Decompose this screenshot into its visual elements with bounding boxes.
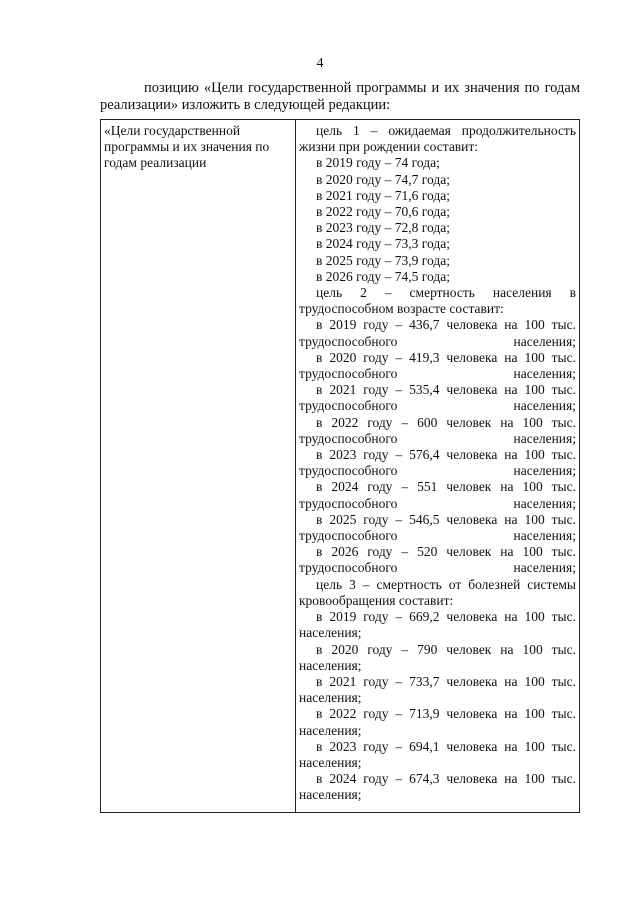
goal-2-item: в 2022 году – 600 человек на 100 тыс. трудоспособного населения; [299, 414, 576, 446]
goal-3-item: в 2023 году – 694,1 человека на 100 тыс. населения; [299, 738, 576, 770]
goal-2-item: в 2024 году – 551 человек на 100 тыс. трудоспособного населения; [299, 479, 576, 511]
goals-label: «Цели государственной программы и их значения по годам реализации [104, 123, 270, 170]
goal-1-item: в 2026 году – 74,5 года; [316, 268, 450, 284]
goal-1-item: в 2022 году – 70,6 года; [316, 204, 450, 220]
table-row [101, 120, 580, 813]
goal-1-item: в 2020 году – 74,7 года; [316, 171, 450, 187]
goals-values-cell [296, 120, 580, 813]
goal-1-item: в 2024 году – 73,3 года; [316, 236, 450, 252]
goals-label-cell [101, 120, 296, 813]
goals-table [100, 119, 580, 813]
goal-2-item: в 2021 году – 535,4 человека на 100 тыс. трудоспособного населения; [299, 382, 576, 414]
goal-3-item: в 2024 году – 674,3 человека на 100 тыс. населения; [299, 771, 576, 803]
goal-3-item: в 2022 году – 713,9 человека на 100 тыс. населения; [299, 706, 576, 738]
goal-1-item: в 2025 году – 73,9 года; [316, 252, 450, 268]
goals-values [299, 123, 576, 804]
goal-3-header: цель 3 – смертность от болезней системы кровообращения составит: [299, 576, 576, 608]
goal-2-header: цель 2 – смертность населения в трудоспособном возрасте составит: [299, 285, 576, 317]
page-number: 4 [316, 56, 324, 71]
goal-1-item: в 2021 году – 71,6 года; [316, 187, 450, 203]
goal-2-item: в 2026 году – 520 человек на 100 тыс. трудоспособного населения; [299, 544, 576, 576]
goal-2-item: в 2019 году – 436,7 человека на 100 тыс. трудоспособного населения; [299, 317, 576, 349]
goal-3-item: в 2020 году – 790 человек на 100 тыс. населения; [299, 641, 576, 673]
intro-paragraph: позицию «Цели государственной программы и их значения по годам реализации» изложить в следующей редакции: [100, 80, 580, 113]
goal-3-item: в 2021 году – 733,7 человека на 100 тыс. населения; [299, 673, 576, 706]
goal-3-item: в 2019 году – 669,2 человека на 100 тыс. населения; [299, 609, 576, 641]
goal-1-header: цель 1 – ожидаемая продолжительность жизни при рождении составит: [299, 123, 576, 155]
goal-2-item: в 2023 году – 576,4 человека на 100 тыс. трудоспособного населения; [299, 447, 576, 479]
goal-1-item: в 2023 году – 72,8 года; [316, 220, 450, 236]
goal-2-item: в 2020 году – 419,3 человека на 100 тыс. трудоспособного населения; [299, 349, 576, 382]
goal-2-item: в 2025 году – 546,5 человека на 100 тыс. трудоспособного населения; [299, 511, 576, 544]
goal-1-item: в 2019 году – 74 года; [316, 155, 440, 171]
